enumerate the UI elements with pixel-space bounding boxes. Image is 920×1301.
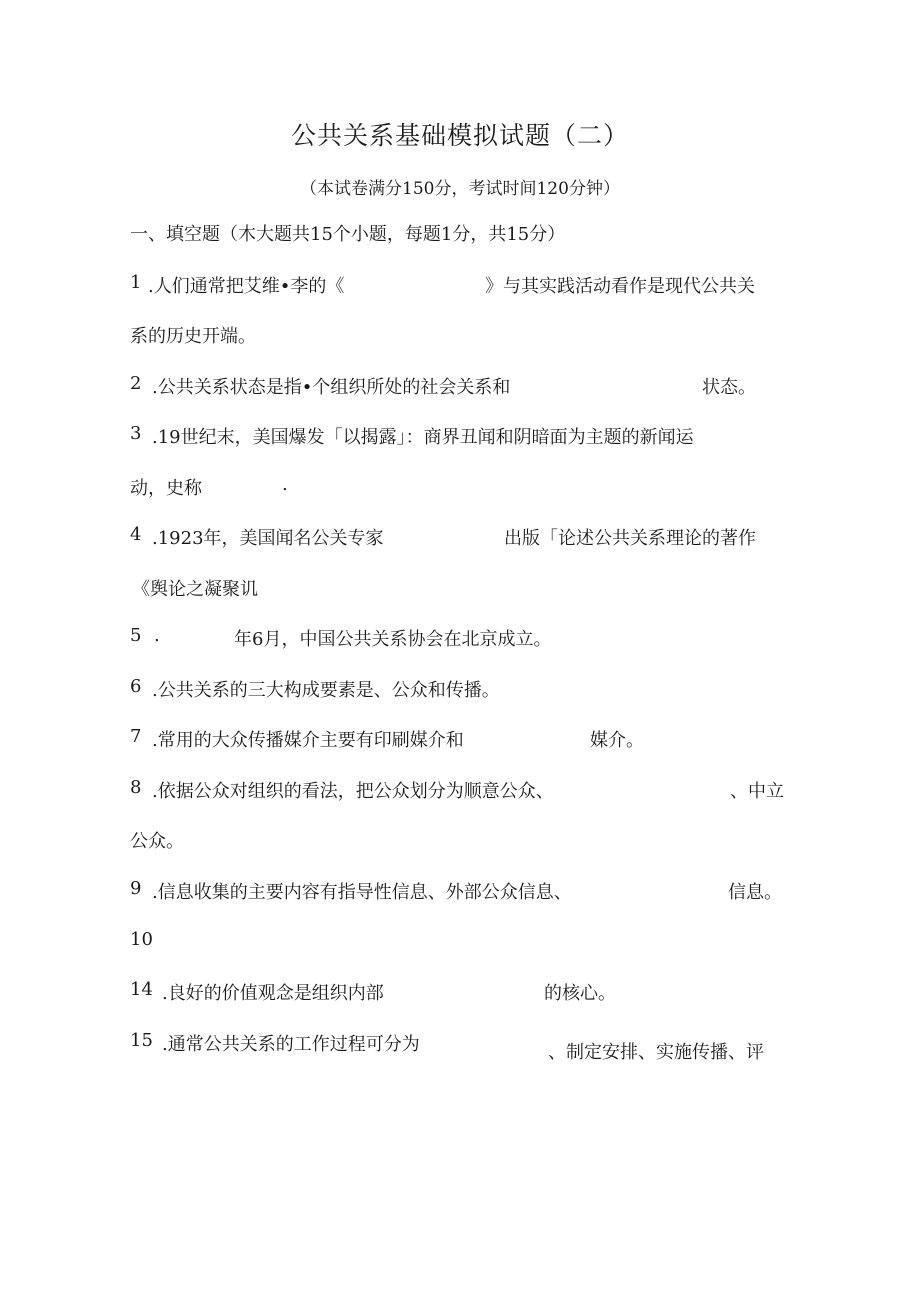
- question-text: .信息收集的主要内容有指导性信息、外部公众信息、: [152, 882, 572, 903]
- question-text: .人们通常把艾维•李的《: [148, 276, 345, 297]
- question-number: 5: [130, 625, 142, 646]
- question-text: 、中立: [730, 781, 784, 802]
- question-text: 信息。: [728, 882, 782, 903]
- question-text: 《舆论之凝聚讥: [132, 579, 258, 600]
- exam-instructions: （本试卷满分150分，考试时间120分钟）: [300, 179, 620, 199]
- question-text: .1923年，美国闻名公关专家: [152, 528, 384, 549]
- section-heading: 一、填空题（木大题共15个小题，每题1分，共15分）: [130, 224, 566, 245]
- question-number: 8: [130, 777, 142, 798]
- question-number: 7: [130, 726, 142, 747]
- question-text: .通常公共关系的工作过程可分为: [162, 1034, 420, 1055]
- question-text: 、制定安排、实施传播、评: [548, 1042, 764, 1063]
- question-number: 15: [130, 1030, 153, 1051]
- question-number: 4: [130, 524, 142, 545]
- question-number: 1: [130, 272, 142, 293]
- question-text: 年6月，中国公共关系协会在北京成立。: [234, 629, 552, 650]
- question-text: .19世纪末，美国爆发「以揭露」：商界丑闻和阴暗面为主题的新闻运: [152, 427, 694, 448]
- question-text: 动，史称: [130, 478, 202, 499]
- question-text: .公共关系状态是指•个组织所处的社会关系和: [152, 377, 511, 398]
- question-number: 9: [130, 878, 142, 899]
- question-text: 系的历史开端。: [130, 326, 256, 347]
- question-text: .: [282, 474, 288, 495]
- question-text: 状态。: [702, 377, 756, 398]
- question-text: .良好的价值观念是组织内部: [162, 983, 384, 1004]
- question-text: 媒介。: [590, 730, 644, 751]
- question-number: 6: [130, 676, 142, 697]
- question-number: 3: [130, 423, 142, 444]
- question-number: 10: [130, 929, 153, 950]
- question-text: .常用的大众传播媒介主要有印刷媒介和: [152, 730, 464, 751]
- question-text: .: [154, 625, 160, 646]
- question-text: .依据公众对组织的看法，把公众划分为顺意公众、: [152, 781, 554, 802]
- question-number: 14: [130, 979, 153, 1000]
- question-text: 》与其实践活动看作是现代公共关: [485, 276, 755, 297]
- question-text: 出版「论述公共关系理论的著作: [504, 528, 756, 549]
- question-text: 的核心。: [544, 983, 616, 1004]
- question-text: .公共关系的三大构成要素是、公众和传播。: [152, 680, 500, 701]
- page-title: 公共关系基础模拟试题（二）: [290, 121, 629, 150]
- question-text: 公众。: [130, 831, 184, 852]
- question-number: 2: [130, 373, 142, 394]
